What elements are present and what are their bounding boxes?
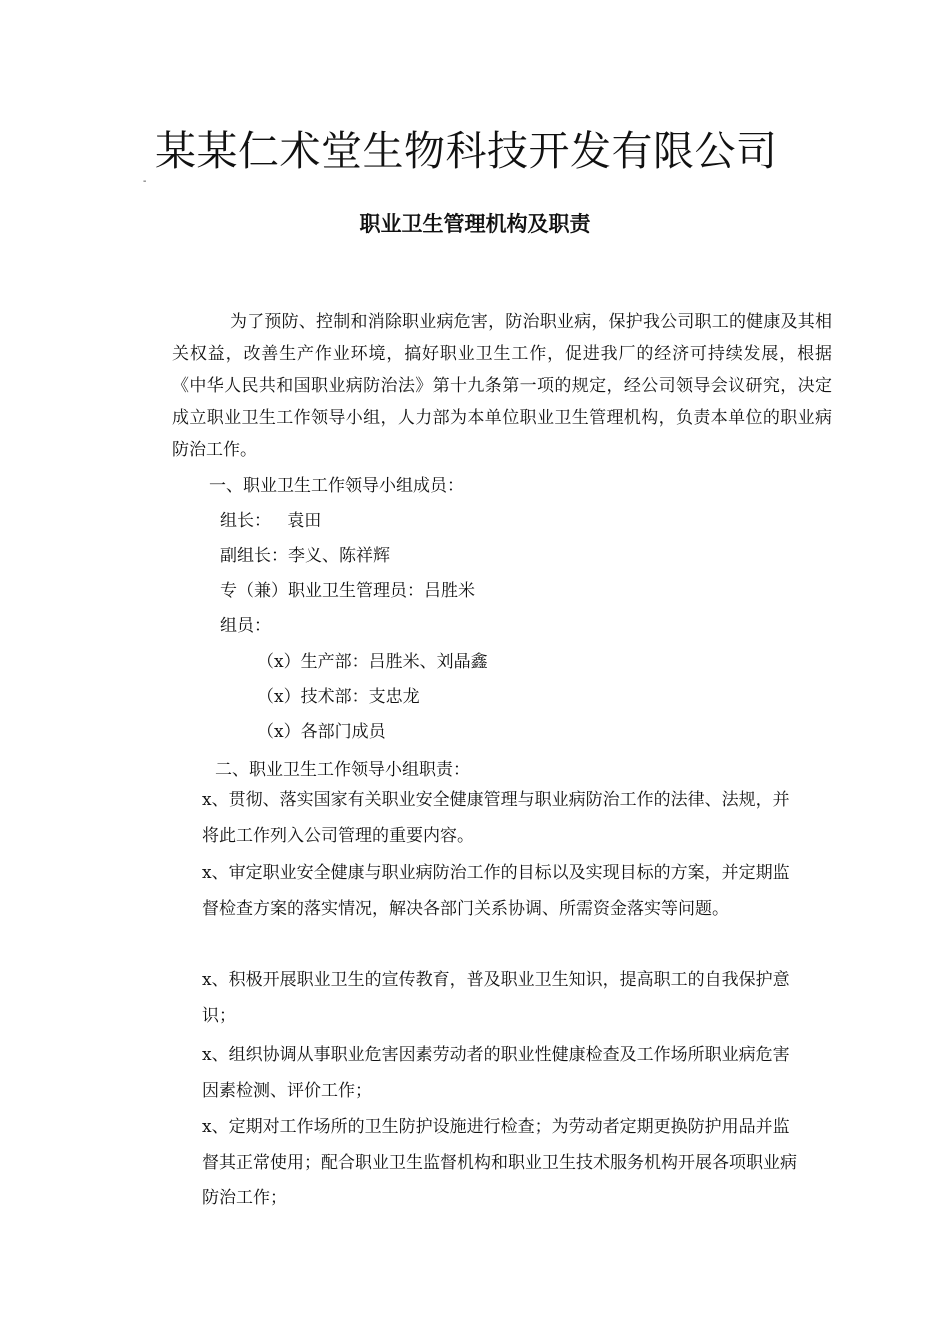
section2-heading: 二、职业卫生工作领导小组职责： — [215, 760, 470, 780]
company-name: 某某仁术堂生物科技开发有限公司 — [155, 127, 778, 175]
group-leader: 组长： 袁田 — [220, 511, 322, 531]
health-manager: 专（兼）职业卫生管理员：吕胜米 — [220, 581, 475, 601]
member-item: （x）生产部：吕胜米、刘晶鑫 — [257, 652, 488, 672]
document-title: 职业卫生管理机构及职责 — [359, 212, 591, 236]
duty-item: x、审定职业安全健康与职业病防治工作的目标以及实现目标的方案，并定期监督检查方案的落实情况，解决各部门关系协调、所需资金落实等问题。 — [202, 863, 790, 919]
section1-heading: 一、职业卫生工作领导小组成员： — [209, 476, 464, 496]
deputy-leader: 副组长：李义、陈祥辉 — [220, 546, 390, 566]
intro-paragraph: 为了预防、控制和消除职业病危害，防治职业病，保护我公司职工的健康及其相关权益，改善生产作业环境，搞好职业卫生工作，促进我厂的经济可持续发展，根据《中华人民共和国职业病防治法》第十九条第一项的规定，经公司领导会议研究，决定成立职业卫生工作领导小组，人力部为本单位职业卫生管理机构，负责本单位的职业病防治工作。 — [172, 312, 832, 460]
duty-item: x、组织协调从事职业危害因素劳动者的职业性健康检查及工作场所职业病危害因素检测、评价工作； — [202, 1045, 790, 1101]
member-item: （x）各部门成员 — [257, 722, 386, 742]
members-label: 组员： — [220, 616, 271, 636]
member-item: （x）技术部：支忠龙 — [257, 687, 420, 707]
duty-item: x、积极开展职业卫生的宣传教育，普及职业卫生知识，提高职工的自我保护意识； — [202, 970, 790, 1026]
duty-item: x、贯彻、落实国家有关职业安全健康管理与职业病防治工作的法律、法规，并将此工作列入公司管理的重要内容。 — [202, 790, 790, 846]
header-mark: - — [143, 176, 147, 187]
duty-item: x、定期对工作场所的卫生防护设施进行检查；为劳动者定期更换防护用品并监督其正常使用；配合职业卫生监督机构和职业卫生技术服务机构开展各项职业病防治工作； — [202, 1117, 797, 1208]
